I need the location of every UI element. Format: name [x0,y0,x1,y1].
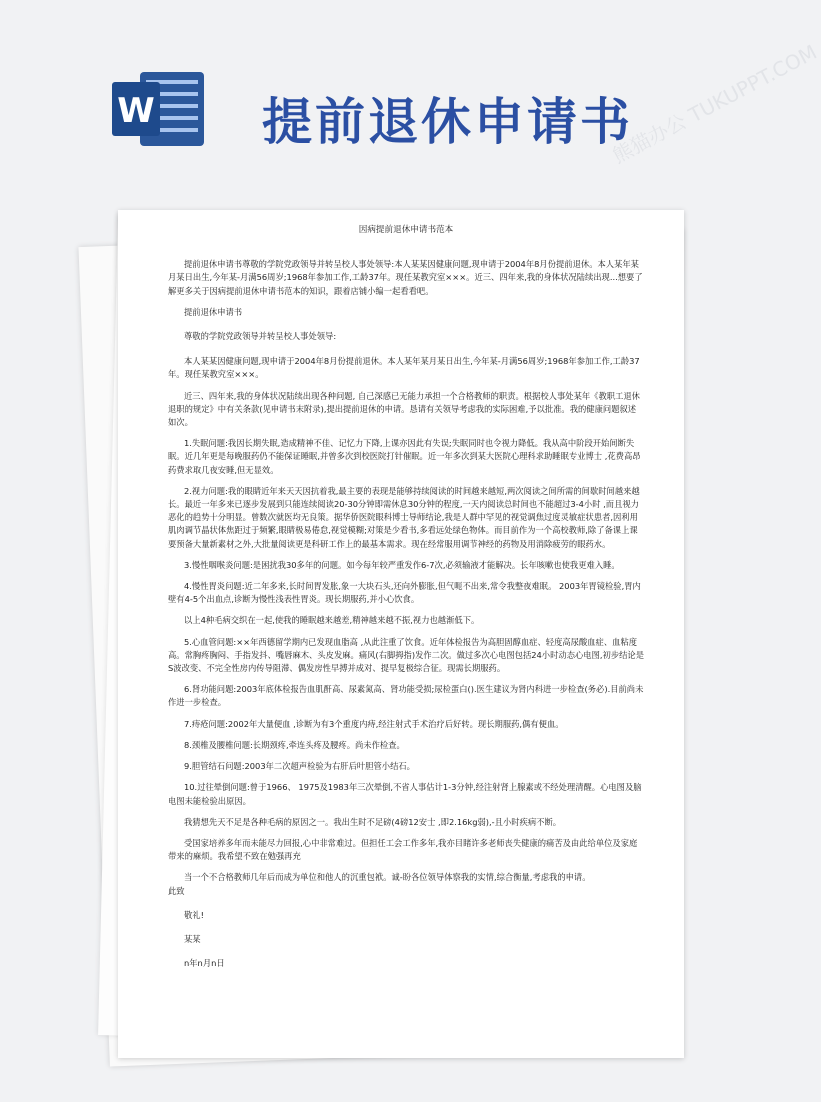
body-paragraph: 9.胆管结石问题:2003年二次超声检验为右肝后叶胆管小结石。 [184,761,415,772]
document-page [118,210,684,1058]
closing-line: 此致 [168,885,185,896]
header [0,0,780,200]
date: n年n月n日 [184,958,225,969]
document-body [168,224,644,981]
body-paragraph: 3.慢性咽喉炎问题:是困扰我30多年的问题。如今每年较严重发作6-7次,必须输液才能解决。长年咳嗽也使我更难入睡。 [184,559,620,570]
body-paragraph: 以上4种毛病交织在一起,使我的睡眠越来越差,精神越来越不振,视力也越渐低下。 [184,615,480,626]
body-paragraph: 本人某某因健康问题,现申请于2004年8月份提前退休。本人某年某月某日出生,今年某-月满56周岁;1968年参加工作,工龄37年。现任某教究室×××。 [168,356,640,380]
body-paragraph: 6.肾功能问题:2003年底体检报告血肌酐高、尿素氮高、肾功能受损;尿检蛋白().医生建议为肾内科进一步检查(务必).目前尚未作进一步检查。 [168,684,644,708]
document-title: 因病提前退休申请书范本 [358,225,454,235]
intro-paragraph: 提前退休申请书尊敬的学院党政领导并转呈校人事处领导:本人某某因健康问题,现申请于2004年8月份提前退休。本人某年某月某日出生,今年某-月满56周岁;1968年参加工作,工龄37年。现任某教究室×××。近三、四年来,我的身体状况陆续出现...想要了解更多关于因病提前退休申请书范本的知识，跟着店铺小编一起看看吧。 [168,259,643,296]
body-paragraph: 2.视力问题:我的眼睛近年来天天因抗着我,最主要的表现是能够持续阅读的时间越来越短,两次阅读之间所需的间歇时间越来越长。最近一年多来已逐步发展到只能连续阅读20-30分钟即需休息30分钟的程度,一天内阅读总时间也不能超过3-4小时 ,而且视力恶化的趋势十分明显。曾数次就医均无良策。据华侨医院眼科博士导师结论,我是人群中罕见的视觉调焦过度灵敏症状患者,因利用肌肉调节晶状体焦距过于频繁,眼睛极易倦怠,视觉模糊;对策是少看书,多看远处绿色物体。而目前作为一个高校教师,除了备课上课要预备大量新素材之外,大批量阅读更是科研工作上的最基本需求。现在经常服用调节神经的药物及用消除疲劳的眼药水。 [168,485,640,549]
body-paragraph: 7.痔疮问题:2002年大量便血 ,诊断为有3个重度内痔,经注射式手术治疗后好转。现长期服药,偶有便血。 [184,718,564,729]
body-paragraph: 受国家培养多年而未能尽力回报,心中非常难过。但担任工会工作多年,我亦目睹许多老师丧失健康的痛苦及由此给单位及家庭带来的麻烦。我希望不致在勉强再充 [168,837,638,862]
body-paragraph: 10.过往晕倒问题:曾于1966、 1975及1983年三次晕倒,不省人事估计1-3分钟,经注射肾上腺素或不经处理清醒。心电图及脑电图未能检验出原因。 [168,782,642,806]
body-paragraph: 5.心血管问题:××年西德留学期内已发现血脂高 ,从此注重了饮食。近年体检报告为高胆固醇血症、轻度高尿酸血症、血粘度高。常胸疼胸闷、手指发抖、嘴唇麻木、头皮发麻。痛风(右脚拇指)发作二次。做过多次心电图包括24小时动态心电图,初步结论是S波改变、不完全性房内传导阻滞、偶发房性早搏并成对、提早复极综合征。现需长期服药。 [168,636,645,674]
word-logo-letter: W [117,91,155,131]
watermark-text: 熊猫办公 TUKUPPT.COM [608,39,821,168]
salutation: 尊敬的学院党政领导并转呈校人事处领导: [184,331,337,342]
body-paragraph: 我猜想先天不足是各种毛病的原因之一。我出生时不足磅(4磅12安士 ,即2.16kg弱),-且小时疾病不断。 [184,816,562,827]
body-paragraph: 当一个不合格教师几年后而成为单位和他人的沉重包袱。诚-盼各位领导体察我的实情,综合衡量,考虑我的申请。 [184,872,591,883]
body-paragraph: 近三、四年来,我的身体状况陆续出现各种问题, 自己深感已无能力承担一个合格教师的职责。根据校人事处某年《教职工退休退职的规定》中有关条款(见申请书末附录),提出提前退休的申请。恳请有关领导考虑我的实际困难,予以批准。我的健康问题叙述如次。 [168,390,640,428]
body-paragraph: 8.颈椎及腰椎问题:长期颈疼,牵连头疼及腰疼。尚未作检查。 [184,739,405,750]
page-title: 提前退休申请书 [262,93,633,151]
body-paragraph: 1.失眠问题:我因长期失眠,造成精神不佳、记忆力下降,上课亦因此有失误;失眠同时也令视力降低。我从高中阶段开始间断失眠。近几年更是每晚服药仍不能保证睡眠,并曾多次到校医院打针催眠。近一年多次到某大医院心理科求助睡眠专业博士 ,花费高昂药费求取几夜安睡,但无显效。 [168,438,641,475]
body-paragraph: 4.慢性胃炎问题:近二年多来,长时间胃发胀,象一大块石头,还向外膨胀,但气呃不出来,常令我整夜难眠。 2003年胃镜检验,胃内壁有4-5个出血点,诊断为慢性浅表性胃炎。现长期服药,并小心饮食。 [168,581,641,605]
word-document-icon [110,68,208,150]
signature: 某某 [184,933,201,944]
closing-salute: 敬礼! [184,909,204,920]
section-heading: 提前退休申请书 [184,306,243,317]
